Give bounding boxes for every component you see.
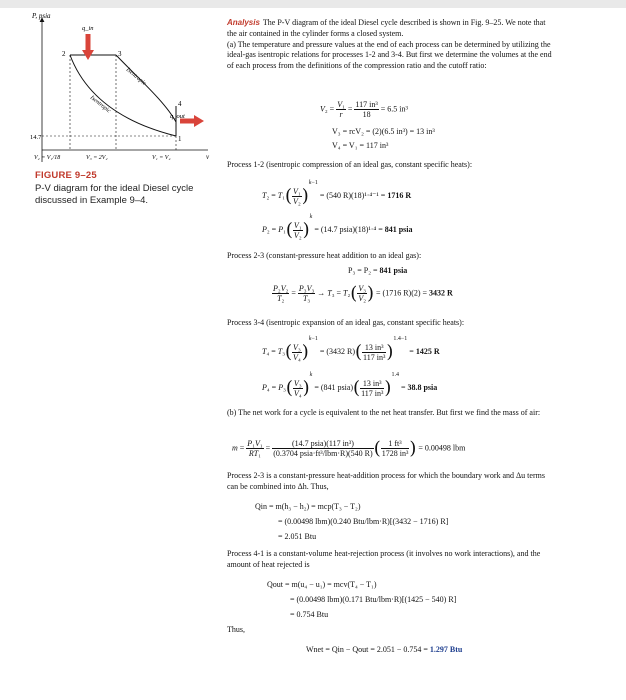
qout-line-1: Qout = m(u₄ − u₁) = mcv(T₄ − T₁) <box>267 580 377 589</box>
analysis-heading: Analysis <box>227 18 260 27</box>
wnet-result: 1.297 Btu <box>429 645 463 654</box>
caption-text: P-V diagram for the ideal Diesel cycle discussed in Example 9–4. <box>35 183 194 206</box>
t4-eq: = <box>409 347 414 356</box>
m-result: = 0.00498 lbm <box>418 443 466 453</box>
process-23-text: Process 2-3 (constant-pressure heat addition to an ideal gas): <box>227 251 422 260</box>
v4-equation: V₄ = V₁ = 117 in³ <box>332 141 389 150</box>
p4-den: 117 in³ <box>361 388 384 398</box>
v2-equation: V₂ = $\frac{\text{V₁}}{r}$ = $\frac{\text{117 in³}}{18}$ = 6.5 in³ <box>320 100 408 119</box>
p2-calc: = (14.7 psia)(18)¹·⁴ = <box>314 225 383 234</box>
part-b-text <box>227 408 557 419</box>
figure-caption <box>35 170 215 207</box>
m-den2: 1728 in³ <box>381 449 409 458</box>
t4-num: 13 in³ <box>362 343 386 353</box>
v-axis-label: v <box>206 153 210 161</box>
t4-equation: T₄ = T₃( $\frac{\text{V₃}}{\text{V₄}}$ )$^{k-1}$ = (3432 R)( $\frac{\text{13 in³}}{\text{117 in³}}$ )$^{1.4-1}$ = 1425 R <box>262 336 440 363</box>
process-41-text <box>227 549 557 571</box>
p2-result: 841 psia <box>384 225 413 234</box>
process-41-paragraph: Process 4-1 is a constant-volume heat-rejection process (it involves no work interactions), and the amount of heat rejected is <box>227 549 541 569</box>
isentropic-label-lower: Isentropic <box>88 94 112 115</box>
p3-line: P₃ = P₂ = <box>348 266 378 275</box>
t2-equation: T₂ = T₁( $\frac{\text{V₁}}{\text{V₂}}$ )$^{k-1}$ = (540 R)(18)¹·⁴⁻¹ = 1716 R <box>262 180 412 207</box>
p4-eq: = <box>400 383 406 392</box>
m-num: (14.7 psia)(117 in³) <box>272 439 374 449</box>
p4-equation: P₄ = P₃( $\frac{\text{V₃}}{\text{V₄}}$ )$^k$ = (841 psia)( $\frac{\text{13 in³}}{\text{117 in³}}$ )$^{1.4}$ = 38.8 psia <box>262 372 438 399</box>
process-1-2 <box>70 55 176 136</box>
qout-line-2: = (0.00498 lbm)(0.171 Btu/lbm·R)[(1425 − 540) R] <box>290 595 457 604</box>
part-b-paragraph: (b) The net work for a cycle is equivalent to the net heat transfer. But first we find the mass of air: <box>227 408 541 417</box>
mass-equation: m = $\frac{\text{P₁V₁}}{\text{RT₁}}$ = $\frac{\text{(14.7 psia)(117 in³)}}{\text{(0.3704 psia·ft³/lbm·R)(540 R)}}$ ( $\frac{\text{1 ft³}}{\text{1728 in³}}$ ) = 0.00498 lbm <box>232 438 466 459</box>
t4-result: 1425 R <box>415 347 440 356</box>
analysis-paragraph <box>227 18 557 72</box>
t4-calc: = (3432 R) <box>319 347 356 356</box>
p4-num: 13 in³ <box>360 379 384 389</box>
process-23b-paragraph: Process 2-3 is a constant-pressure heat-addition process for which the boundary work and Δu terms can be combined into Δh. Thus, <box>227 471 545 491</box>
point-2: 2 <box>62 50 66 58</box>
qin-line-2: = (0.00498 lbm)(0.240 Btu/lbm·R)[(3432 − 1716) R] <box>278 517 449 526</box>
p-axis-label: P, psia <box>32 12 51 20</box>
thus-text: Thus, <box>227 625 245 634</box>
m-den: (0.3704 psia·ft³/lbm·R)(540 R) <box>273 449 373 458</box>
p2-equation: P₂ = P₁( $\frac{\text{V₁}}{\text{V₂}}$ )$^k$ = (14.7 psia)(18)¹·⁴ = 841 psia <box>262 214 413 241</box>
qin-line-3: = 2.051 Btu <box>278 532 317 541</box>
pv-diagram <box>30 10 215 175</box>
v2-label: V₂ = V₁/18 <box>34 155 61 161</box>
q-out-label: q_out <box>170 113 185 120</box>
t2-result: 1716 R <box>387 191 412 200</box>
wnet-equation <box>306 645 462 654</box>
isentropic-label-upper: Isentropic <box>124 66 148 88</box>
v2-result: = 6.5 in³ <box>380 104 408 114</box>
point-4: 4 <box>178 100 182 108</box>
wnet-line: Wnet = Qin − Qout = 2.051 − 0.754 = <box>306 645 428 654</box>
process-3-4 <box>116 55 176 122</box>
part-a-text: (a) The temperature and pressure values at the end of each process can be determined by utilizing the ideal-gas isentropic relations for processes 1-2 and 3-4. But first we determine the volumes at the end of each process from the definitions of the compression ratio and the cutoff ratio: <box>227 39 552 71</box>
caption-title: FIGURE 9–25 <box>35 170 97 181</box>
v2-den: 18 <box>362 110 371 119</box>
qout-line-3: = 0.754 Btu <box>290 610 329 619</box>
v3-label: V₃ = 2V₂ <box>86 155 108 161</box>
q-in-label: q_in <box>82 25 94 32</box>
t3-equation: $\frac{\text{P₂V₂}}{\text{T₂}}$ = $\frac{\text{P₃V₃}}{\text{T₃}}$ → T₃ = T₂( $\frac{\text{V₃}}{\text{V₂}}$ ) = (1716 R)(2) = 3432 R <box>273 283 453 304</box>
point-3: 3 <box>118 50 122 58</box>
process-12-text: Process 1-2 (isentropic compression of an ideal gas, constant specific heats): <box>227 160 473 169</box>
p4-calc: = (841 psia) <box>314 383 354 392</box>
analysis-intro: The P-V diagram of the ideal Diesel cycle described is shown in Fig. 9–25. We note that the air contained in the cylinder forms a closed system. <box>227 18 546 38</box>
t3-result: 3432 R <box>429 288 453 298</box>
v1-label: V₁ = V₄ <box>152 155 171 161</box>
t2-calc: = (540 R)(18)¹·⁴⁻¹ = <box>319 191 386 200</box>
point-1: 1 <box>178 135 182 143</box>
v3-equation: V₃ = rcV₂ = (2)(6.5 in³) = 13 in³ <box>332 127 435 136</box>
p1-label: 14.7 <box>30 134 42 141</box>
v2-num: 117 in³ <box>355 100 378 109</box>
t3-calc: = (1716 R)(2) = <box>376 288 428 298</box>
m-num2: 1 ft³ <box>381 439 410 449</box>
top-bar <box>0 0 626 8</box>
qin-line-1: Qin = m(h₃ − h₂) = mcp(T₃ − T₂) <box>255 502 361 511</box>
p3-equation <box>348 266 407 275</box>
process-34-text: Process 3-4 (isentropic expansion of an ideal gas, constant specific heats): <box>227 318 465 327</box>
p3-result: 841 psia <box>379 266 408 275</box>
p4-result: 38.8 psia <box>407 383 438 392</box>
process-23b-text <box>227 471 557 493</box>
t4-den: 117 in³ <box>363 352 386 362</box>
